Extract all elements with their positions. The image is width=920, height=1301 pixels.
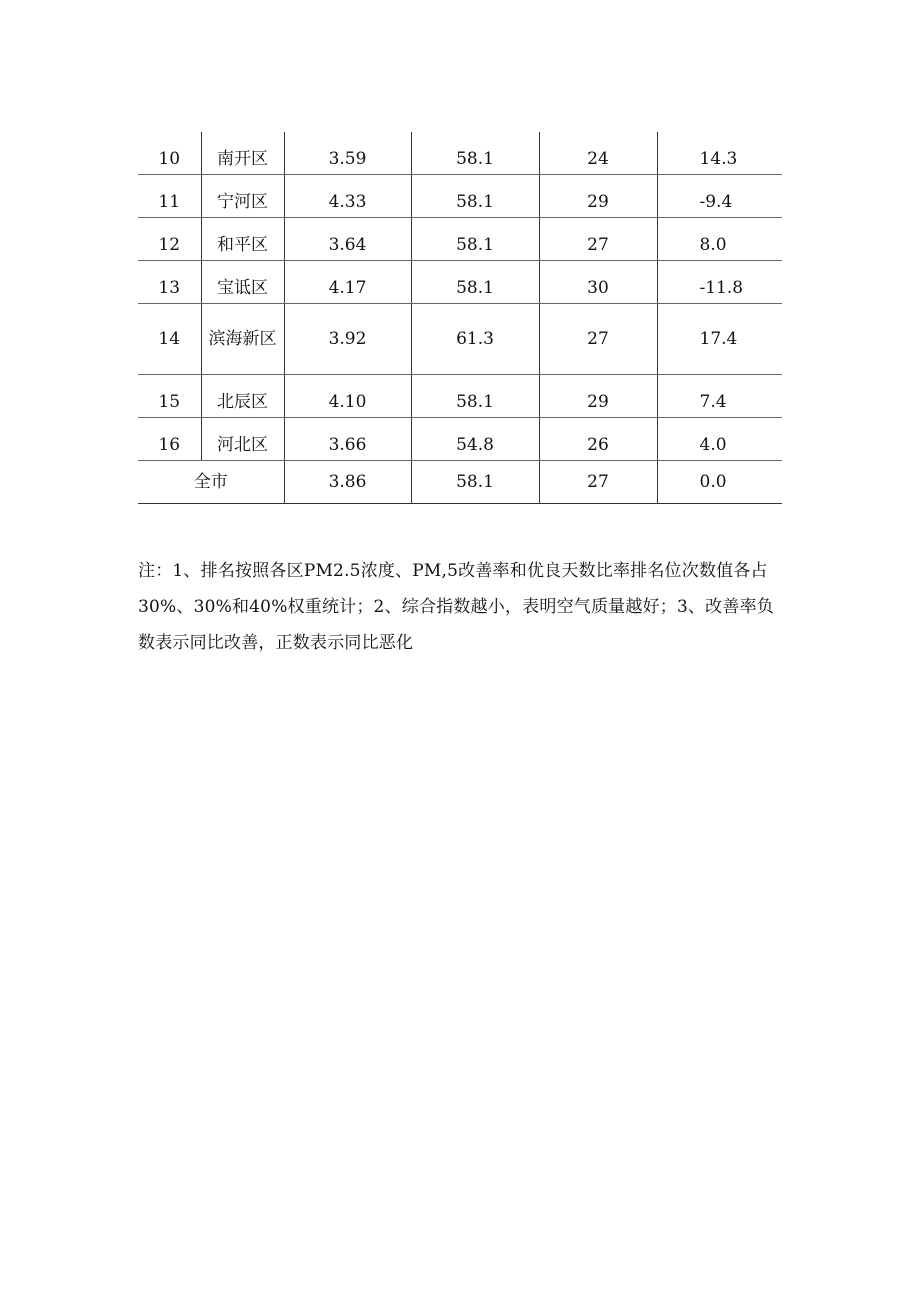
composite-index-cell: 4.10: [284, 375, 411, 418]
pm25-concentration-cell: 58.1: [411, 461, 539, 504]
table-row: [138, 304, 782, 375]
rank-cell: 15: [138, 375, 201, 418]
table-row: [138, 261, 782, 304]
composite-index-cell: 3.59: [284, 132, 411, 175]
improvement-rate-cell: 4.0: [657, 418, 782, 461]
good-days-cell: 30: [539, 261, 657, 304]
composite-index-cell: 4.17: [284, 261, 411, 304]
good-days-cell: 29: [539, 175, 657, 218]
district-cell: 宝诋区: [201, 261, 284, 304]
pm25-concentration-cell: 61.3: [411, 304, 539, 375]
rank-cell: 10: [138, 132, 201, 175]
table-row: [138, 175, 782, 218]
pm25-concentration-cell: 54.8: [411, 418, 539, 461]
good-days-cell: 27: [539, 461, 657, 504]
pm25-concentration-cell: 58.1: [411, 375, 539, 418]
table-row: [138, 418, 782, 461]
district-cell: 滨海新区: [201, 304, 284, 375]
improvement-rate-cell: 8.0: [657, 218, 782, 261]
district-cell: 北辰区: [201, 375, 284, 418]
improvement-rate-cell: 14.3: [657, 132, 782, 175]
table-row: [138, 375, 782, 418]
good-days-cell: 26: [539, 418, 657, 461]
composite-index-cell: 3.66: [284, 418, 411, 461]
composite-index-cell: 3.92: [284, 304, 411, 375]
improvement-rate-cell: -11.8: [657, 261, 782, 304]
rank-cell: 14: [138, 304, 201, 375]
table-row: [138, 218, 782, 261]
pm25-concentration-cell: 58.1: [411, 132, 539, 175]
good-days-cell: 24: [539, 132, 657, 175]
rank-cell: 12: [138, 218, 201, 261]
improvement-rate-cell: 0.0: [657, 461, 782, 504]
improvement-rate-cell: 7.4: [657, 375, 782, 418]
district-cell: 宁河区: [201, 175, 284, 218]
improvement-rate-cell: 17.4: [657, 304, 782, 375]
composite-index-cell: 3.64: [284, 218, 411, 261]
table-row: [138, 132, 782, 175]
pm25-concentration-cell: 58.1: [411, 175, 539, 218]
rank-cell: 13: [138, 261, 201, 304]
good-days-cell: 27: [539, 218, 657, 261]
rank-cell: 11: [138, 175, 201, 218]
pm25-concentration-cell: 58.1: [411, 218, 539, 261]
table-footnote: 注：1、排名按照各区PM2.5浓度、PM,5改善率和优良天数比率排名位次数值各占30%、30%和40%权重统计；2、综合指数越小，表明空气质量越好；3、改善率负数表示同比改善，正数表示同比恶化: [138, 561, 774, 653]
pm25-concentration-cell: 58.1: [411, 261, 539, 304]
district-cell: 南开区: [201, 132, 284, 175]
total-row: [138, 461, 782, 504]
district-cell: 河北区: [201, 418, 284, 461]
total-label-cell: 全市: [138, 461, 284, 504]
rank-cell: 16: [138, 418, 201, 461]
improvement-rate-cell: -9.4: [657, 175, 782, 218]
good-days-cell: 27: [539, 304, 657, 375]
district-ranking-table: [138, 132, 782, 504]
district-cell: 和平区: [201, 218, 284, 261]
composite-index-cell: 4.33: [284, 175, 411, 218]
good-days-cell: 29: [539, 375, 657, 418]
composite-index-cell: 3.86: [284, 461, 411, 504]
